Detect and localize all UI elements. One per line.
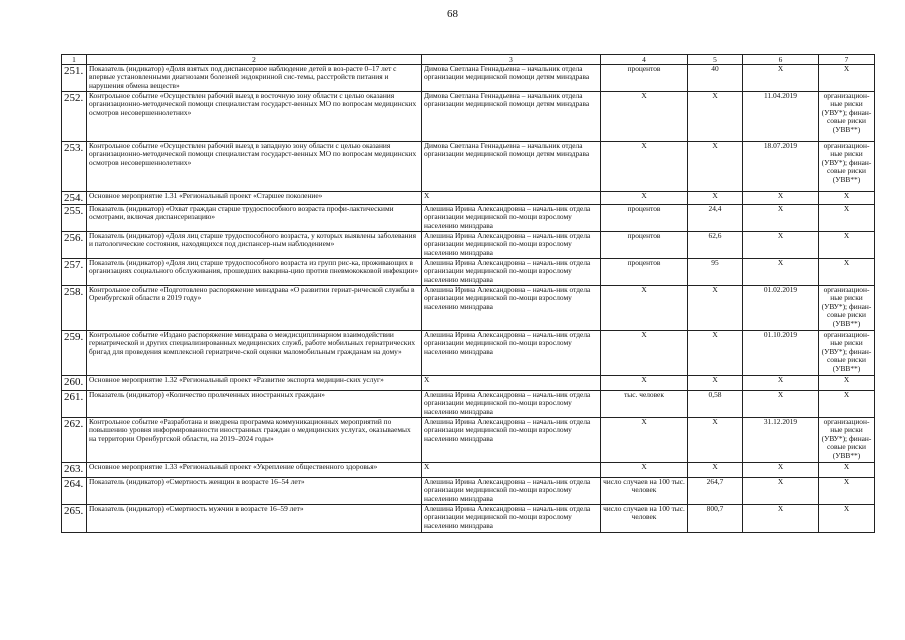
- responsible-person: Алешина Ирина Александровна – началь-ник отдела организации медицинской по-мощи взрослому населению минздрава: [422, 232, 601, 259]
- responsible-person: Х: [422, 463, 601, 478]
- row-number: 257.: [62, 259, 87, 286]
- row-description: Показатель (индикатор) «Доля лиц старше трудоспособного возраста из групп рис-ка, проживающих в организациях социального обслуживания, прошедших вакцина-цию против пневмококковой инфекции»: [87, 259, 422, 286]
- table-row: [62, 205, 875, 232]
- value-cell: 40: [688, 65, 743, 92]
- unit-cell: процентов: [601, 259, 688, 286]
- row-description: Показатель (индикатор) «Доля взятых под диспансерное наблюдение детей в воз-расте 0–17 лет с впервые установленными диагнозами болезней эндокринной сис-темы, расстройств питания и нарушения обмена веществ»: [87, 65, 422, 92]
- value-cell: Х: [688, 418, 743, 463]
- table-row: [62, 505, 875, 533]
- header-cell: 2: [87, 55, 422, 65]
- unit-cell: процентов: [601, 205, 688, 232]
- header-cell: 6: [743, 55, 819, 65]
- risk-cell: организацион-ные риски (УВУ*); финан-совые риски (УВВ**): [819, 92, 875, 142]
- unit-cell: Х: [601, 286, 688, 331]
- row-description: Контрольное событие «Осуществлен рабочий выезд в восточную зону области с целью оказания организационно-методической помощи специалистам государст-венных МО по вопросам медицинских осмотров несовершеннолетних»: [87, 92, 422, 142]
- row-description: Основное мероприятие 1.31 «Региональный проект «Старшее поколение»: [87, 192, 422, 205]
- row-number: 253.: [62, 142, 87, 192]
- row-number: 254.: [62, 192, 87, 205]
- row-number: 262.: [62, 418, 87, 463]
- responsible-person: Димова Светлана Геннадьевна – начальник отдела организации медицинской помощи детям минздрава: [422, 65, 601, 92]
- risk-cell: Х: [819, 65, 875, 92]
- value-cell: 95: [688, 259, 743, 286]
- table-row: [62, 232, 875, 259]
- date-cell: 01.10.2019: [743, 331, 819, 376]
- unit-cell: процентов: [601, 232, 688, 259]
- risk-cell: Х: [819, 505, 875, 533]
- page-number: 68: [447, 8, 458, 20]
- table-row: [62, 192, 875, 205]
- risk-cell: Х: [819, 391, 875, 418]
- row-description: Показатель (индикатор) «Охват граждан старше трудоспособного возраста профи-лактическими осмотрами, включая диспансеризацию»: [87, 205, 422, 232]
- responsible-person: Алешина Ирина Александровна – началь-ник отдела организации медицинской по-мощи взрослому населению минздрава: [422, 331, 601, 376]
- responsible-person: Алешина Ирина Александровна – началь-ник отдела организации медицинской по-мощи взрослому населению минздрава: [422, 505, 601, 533]
- date-cell: Х: [743, 205, 819, 232]
- date-cell: Х: [743, 463, 819, 478]
- plan-table: [61, 54, 875, 533]
- date-cell: Х: [743, 478, 819, 505]
- table-row: [62, 92, 875, 142]
- header-cell: 3: [422, 55, 601, 65]
- value-cell: 62,6: [688, 232, 743, 259]
- row-number: 256.: [62, 232, 87, 259]
- row-number: 264.: [62, 478, 87, 505]
- risk-cell: Х: [819, 205, 875, 232]
- date-cell: 31.12.2019: [743, 418, 819, 463]
- date-cell: Х: [743, 391, 819, 418]
- table-row: [62, 259, 875, 286]
- row-description: Контрольное событие «Осуществлен рабочий выезд в западную зону области с целью оказания организационно-методической помощи специалистам государст-венных МО по вопросам медицинских осмотров несовершеннолетних»: [87, 142, 422, 192]
- row-description: Показатель (индикатор) «Смертность мужчин в возрасте 16–59 лет»: [87, 505, 422, 533]
- row-description: Показатель (индикатор) «Смертность женщин в возрасте 16–54 лет»: [87, 478, 422, 505]
- row-description: Показатель (индикатор) «Доля лиц старше трудоспособного возраста, у которых выявлены заболевания и патологические состояния, находящихся под диспансер-ным наблюдением»: [87, 232, 422, 259]
- date-cell: 01.02.2019: [743, 286, 819, 331]
- table-row: [62, 65, 875, 92]
- responsible-person: Алешина Ирина Александровна – началь-ник отдела организации медицинской по-мощи взрослому населению минздрава: [422, 205, 601, 232]
- table-row: [62, 391, 875, 418]
- risk-cell: Х: [819, 463, 875, 478]
- unit-cell: Х: [601, 418, 688, 463]
- risk-cell: Х: [819, 478, 875, 505]
- date-cell: Х: [743, 376, 819, 391]
- table-row: [62, 331, 875, 376]
- row-number: 259.: [62, 331, 87, 376]
- row-number: 258.: [62, 286, 87, 331]
- value-cell: 264,7: [688, 478, 743, 505]
- header-cell: 1: [62, 55, 87, 65]
- risk-cell: организацион-ные риски (УВУ*); финан-совые риски (УВВ**): [819, 418, 875, 463]
- value-cell: Х: [688, 92, 743, 142]
- value-cell: Х: [688, 376, 743, 391]
- header-cell: 7: [819, 55, 875, 65]
- date-cell: Х: [743, 232, 819, 259]
- row-number: 252.: [62, 92, 87, 142]
- table-row: [62, 478, 875, 505]
- table-row: [62, 376, 875, 391]
- unit-cell: Х: [601, 92, 688, 142]
- date-cell: Х: [743, 259, 819, 286]
- responsible-person: Алешина Ирина Александровна – началь-ник отдела организации медицинской по-мощи взрослому населению минздрава: [422, 259, 601, 286]
- responsible-person: Алешина Ирина Александровна – началь-ник отдела организации медицинской по-мощи взрослому населению минздрава: [422, 418, 601, 463]
- unit-cell: Х: [601, 463, 688, 478]
- date-cell: 11.04.2019: [743, 92, 819, 142]
- value-cell: 24,4: [688, 205, 743, 232]
- responsible-person: Х: [422, 376, 601, 391]
- value-cell: Х: [688, 142, 743, 192]
- date-cell: Х: [743, 505, 819, 533]
- risk-cell: Х: [819, 192, 875, 205]
- date-cell: Х: [743, 65, 819, 92]
- risk-cell: организацион-ные риски (УВУ*); финан-совые риски (УВВ**): [819, 331, 875, 376]
- unit-cell: Х: [601, 192, 688, 205]
- responsible-person: Димова Светлана Геннадьевна – начальник отдела организации медицинской помощи детям минздрава: [422, 92, 601, 142]
- row-description: Контрольное событие «Подготовлено распоряжение минздрава «О развитии гериат-рической службы в Оренбургской области в 2019 году»: [87, 286, 422, 331]
- responsible-person: Алешина Ирина Александровна – началь-ник отдела организации медицинской по-мощи взрослому населению минздрава: [422, 478, 601, 505]
- risk-cell: Х: [819, 232, 875, 259]
- table-row: [62, 418, 875, 463]
- row-number: 251.: [62, 65, 87, 92]
- row-number: 261.: [62, 391, 87, 418]
- row-description: Контрольное событие «Разработана и внедрена программа коммуникационных мероприятий по повышению уровня информированности иностранных граждан о медицинских услугах, оказываемых на территории Оренбургской области, на 2019–2024 годы»: [87, 418, 422, 463]
- responsible-person: Х: [422, 192, 601, 205]
- value-cell: 800,7: [688, 505, 743, 533]
- date-cell: Х: [743, 192, 819, 205]
- value-cell: Х: [688, 331, 743, 376]
- risk-cell: Х: [819, 376, 875, 391]
- risk-cell: организацион-ные риски (УВУ*); финан-совые риски (УВВ**): [819, 286, 875, 331]
- row-number: 255.: [62, 205, 87, 232]
- unit-cell: процентов: [601, 65, 688, 92]
- risk-cell: организацион-ные риски (УВУ*); финан-совые риски (УВВ**): [819, 142, 875, 192]
- unit-cell: Х: [601, 142, 688, 192]
- row-description: Основное мероприятие 1.33 «Региональный проект «Укрепление общественного здоровья»: [87, 463, 422, 478]
- table-row: [62, 286, 875, 331]
- table-row: [62, 142, 875, 192]
- row-number: 263.: [62, 463, 87, 478]
- header-cell: 5: [688, 55, 743, 65]
- header-cell: 4: [601, 55, 688, 65]
- row-number: 260.: [62, 376, 87, 391]
- table-row: [62, 463, 875, 478]
- row-description: Основное мероприятие 1.32 «Региональный проект «Развитие экспорта медицин-ских услуг»: [87, 376, 422, 391]
- value-cell: Х: [688, 192, 743, 205]
- risk-cell: Х: [819, 259, 875, 286]
- responsible-person: Димова Светлана Геннадьевна – начальник отдела организации медицинской помощи детям минздрава: [422, 142, 601, 192]
- row-description: Показатель (индикатор) «Количество пролеченных иностранных граждан»: [87, 391, 422, 418]
- unit-cell: Х: [601, 331, 688, 376]
- unit-cell: число случаев на 100 тыс. человек: [601, 505, 688, 533]
- value-cell: Х: [688, 286, 743, 331]
- unit-cell: тыс. человек: [601, 391, 688, 418]
- responsible-person: Алешина Ирина Александровна – началь-ник отдела организации медицинской по-мощи взрослому населению минздрава: [422, 286, 601, 331]
- responsible-person: Алешина Ирина Александровна – началь-ник отдела организации медицинской по-мощи взрослому населению минздрава: [422, 391, 601, 418]
- row-description: Контрольное событие «Издано распоряжение минздрава о междисциплинарном взаимодействии гериатрической и других специализированных медицинских служб, работе мобильных гериатрических бригад для проведения комплексной гериатриче-ской оценки маломобильным гражданам на дому»: [87, 331, 422, 376]
- value-cell: Х: [688, 463, 743, 478]
- date-cell: 18.07.2019: [743, 142, 819, 192]
- value-cell: 0,58: [688, 391, 743, 418]
- row-number: 265.: [62, 505, 87, 533]
- unit-cell: число случаев на 100 тыс. человек: [601, 478, 688, 505]
- unit-cell: Х: [601, 376, 688, 391]
- header-row: [62, 55, 875, 65]
